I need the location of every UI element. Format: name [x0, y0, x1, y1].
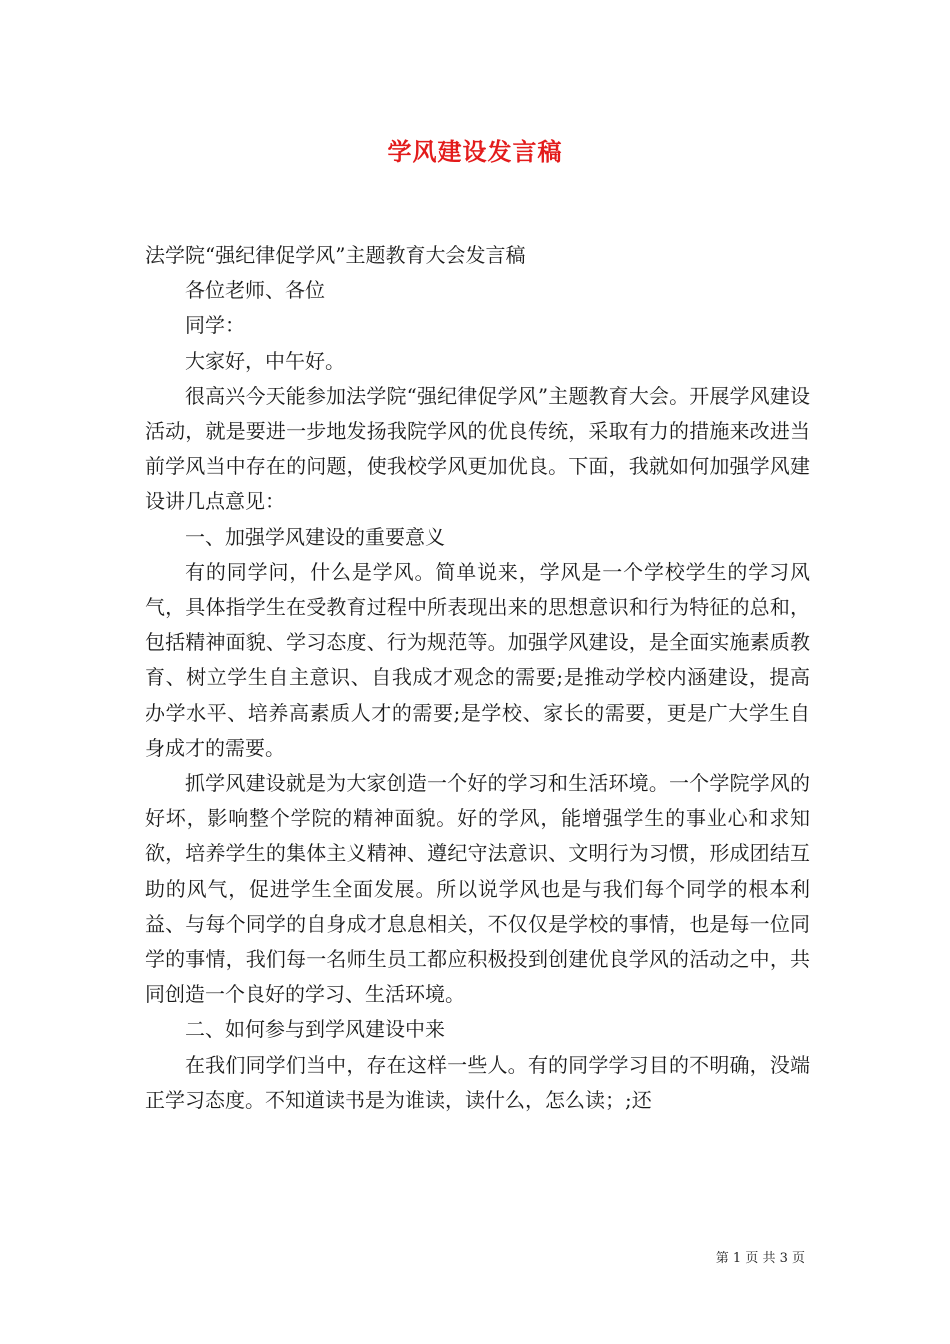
body-paragraph: 有的同学问，什么是学风。简单说来，学风是一个学校学生的学习风气，具体指学生在受教育过程中所表现出来的思想意识和行为特征的总和，包括精神面貌、学习态度、行为规范等。加强学风建设，是全面实施素质教育、树立学生自主意识、自我成才观念的需要;是推动学校内涵建设，提高办学水平、培养高素质人才的需要;是学校、家长的需要，更是广大学生自身成才的需要。 [145, 559, 810, 760]
salutation-line: 同学： [185, 313, 245, 338]
section-heading: 二、如何参与到学风建设中来 [185, 1017, 445, 1042]
document-body [145, 238, 810, 1118]
body-paragraph: 很高兴今天能参加法学院“强纪律促学风”主题教育大会。开展学风建设活动，就是要进一步地发扬我院学风的优良传统，采取有力的措施来改进当前学风当中存在的问题，使我校学风更加优良。下面，我就如何加强学风建设讲几点意见： [145, 383, 810, 514]
body-paragraph: 在我们同学们当中，存在这样一些人。有的同学学习目的不明确，没端正学习态度。不知道读书是为谁读，读什么，怎么读；;还 [145, 1052, 810, 1112]
page-indicator: 第 1 页 共 3 页 [715, 1251, 805, 1266]
salutation-line: 各位老师、各位 [185, 278, 325, 303]
section-heading: 一、加强学风建设的重要意义 [185, 524, 445, 549]
body-paragraph: 抓学风建设就是为大家创造一个好的学习和生活环境。一个学院学风的好坏，影响整个学院的精神面貌。好的学风，能增强学生的事业心和求知欲，培养学生的集体主义精神、遵纪守法意识、文明行为习惯，形成团结互助的风气，促进学生全面发展。所以说学风也是与我们每个同学的根本利益、与每个同学的自身成才息息相关，不仅仅是学校的事情，也是每一位同学的事情，我们每一名师生员工都应积极投到创建优良学风的活动之中，共同创造一个良好的学习、生活环境。 [145, 771, 810, 1007]
subtitle-line: 法学院“强纪律促学风”主题教育大会发言稿 [145, 243, 526, 267]
document-title: 学风建设发言稿 [387, 137, 563, 166]
greeting-line: 大家好，中午好。 [185, 348, 345, 373]
